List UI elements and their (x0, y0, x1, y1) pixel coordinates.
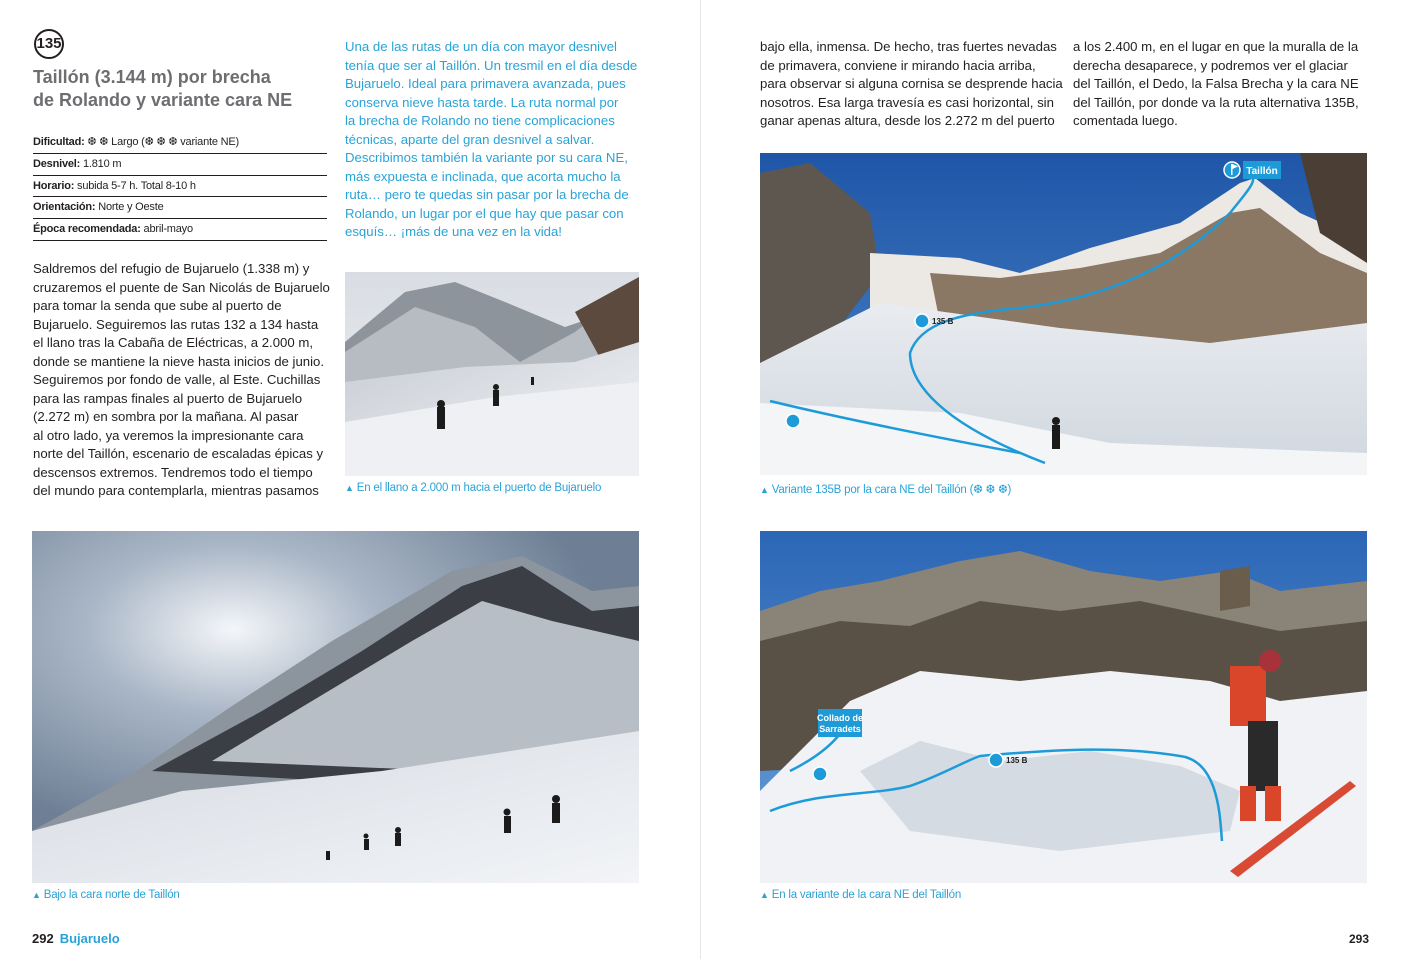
caption-cara-ne (760, 889, 961, 901)
photo-llano-skiers (345, 272, 639, 476)
route-title-line: Taillón (3.144 m) por brecha (33, 67, 271, 87)
body-text-right-col2 (1073, 38, 1373, 131)
page-gutter (700, 0, 701, 959)
intro-line: ruta… pero te quedas sin pasar por la brecha de (345, 187, 629, 202)
caption-text: Bajo la cara norte de Taillón (43, 889, 180, 901)
body-text-left (33, 260, 333, 501)
photo-cara-ne (760, 531, 1367, 883)
body-line: para observar si alguna cornisa se desprende hacia (760, 76, 1063, 91)
body-line: del Taillón, el Dedo, la Falsa Brecha y la cara NE (1073, 76, 1359, 91)
info-label: Horario: (33, 179, 75, 192)
caption-variante (760, 482, 1011, 496)
caption-llano (345, 482, 601, 494)
body-line: ganar apenas altura, desde los 2.272 m del puerto (760, 113, 1055, 128)
route-number-badge: 135 (34, 29, 64, 59)
route-marker-135b (989, 753, 1028, 767)
intro-line: más expuesta e inclinada, que acorta mucho la (345, 168, 621, 184)
caption-text: Variante 135B por la cara NE del Taillón (❆ ❆ ❆) (771, 484, 1012, 496)
info-row-orientation (33, 197, 327, 219)
page-number-left: 292 (32, 931, 54, 946)
route-title (33, 66, 333, 112)
body-line: nosotros. Esa larga travesía es casi horizontal, sin (760, 94, 1054, 110)
caption-text: En el llano a 2.000 m hacia el puerto de Bujaruelo (356, 482, 602, 494)
intro-line: Bujaruelo. Ideal para primavera avanzada, pues (345, 76, 626, 91)
summit-flag-icon (1224, 162, 1240, 178)
info-value: subida 5-7 h. Total 8-10 h (74, 179, 196, 192)
route-marker-135 (813, 767, 827, 781)
caption-triangle-icon: ▲ (760, 485, 769, 495)
intro-line: esquís… ¡más de una vez en la vida! (345, 224, 562, 239)
body-line: donde se mantiene la nieve hasta inicios de junio. (33, 353, 325, 369)
body-line: para tomar la senda que sube al puerto de (33, 298, 282, 313)
body-line: (2.272 m) en sombra por la mañana. Al pasar (33, 409, 299, 424)
body-line: derecha desaparece, y podremos ver el glaciar (1073, 57, 1348, 73)
intro-line: la brecha de Rolando no tiene complicaciones (345, 113, 615, 128)
col-label-line: Collado de (816, 713, 864, 723)
body-line: norte del Taillón, escenario de escaladas épicas y (33, 446, 324, 461)
route-marker-label: 135 B (1006, 756, 1028, 765)
route-marker-135 (786, 414, 800, 428)
body-line: descensos extremos. Tendremos todo el tiempo (33, 464, 313, 480)
body-line: para las rampas finales al puerto de Bujaruelo (33, 390, 303, 406)
caption-triangle-icon: ▲ (760, 890, 769, 900)
summit-label: Taillón (1246, 166, 1278, 177)
body-line: comentada luego. (1073, 113, 1178, 128)
body-line: Bujaruelo. Seguiremos las rutas 132 a 134 hasta (33, 316, 319, 332)
info-label: Dificultad: (33, 136, 85, 148)
caption-cara-norte (32, 889, 180, 901)
info-value: 1.810 m (80, 157, 122, 170)
caption-triangle-icon: ▲ (32, 890, 41, 900)
info-label: Orientación: (33, 201, 96, 214)
info-row-schedule (33, 176, 327, 198)
info-row-difficulty (33, 132, 327, 154)
caption-triangle-icon: ▲ (345, 483, 354, 493)
route-info-table (33, 132, 327, 241)
info-row-elevation (33, 154, 327, 176)
body-line: Seguiremos por fondo de valle, al Este. Cuchillas (33, 372, 321, 387)
intro-line: Describimos también la variante por su cara NE, (345, 150, 628, 165)
intro-line: tenía que ser al Taillón. Un tresmil en el día desde (345, 57, 638, 73)
body-line: bajo ella, inmensa. De hecho, tras fuertes nevadas (760, 39, 1057, 54)
info-value: ❆ ❆ Largo (❆ ❆ ❆ variante NE) (84, 136, 239, 148)
info-label: Desnivel: (33, 157, 81, 170)
info-label: Época recomendada: (33, 223, 141, 236)
body-line: Saldremos del refugio de Bujaruelo (1.338 m) y (33, 261, 310, 276)
info-value: abril-mayo (140, 223, 193, 236)
body-line: el llano tras la Cabaña de Eléctricas, a 2.000 m, (33, 335, 314, 350)
body-line: del Taillón, por donde va la ruta alternativa 135B, (1073, 94, 1359, 110)
route-title-line: de Rolando y variante cara NE (33, 90, 293, 110)
section-name: Bujaruelo (59, 931, 120, 946)
caption-text: En la variante de la cara NE del Taillón (771, 889, 962, 901)
body-line: a los 2.400 m, en el lugar en que la muralla de la (1073, 39, 1359, 54)
col-label-line: Sarradets (819, 724, 861, 734)
photo-variante-135b (760, 153, 1367, 475)
info-row-season (33, 219, 327, 241)
info-value: Norte y Oeste (95, 201, 164, 214)
intro-line: técnicas, aparte del gran desnivel a salvar. (345, 131, 595, 147)
intro-line: Rolando, un lugar por el que hay que pasar con (345, 205, 624, 221)
body-line: cruzaremos el puente de San Nicolás de Bujaruelo (33, 279, 330, 295)
body-line: de primavera, conviene ir mirando hacia arriba, (760, 57, 1036, 73)
intro-line: conserva nieve hasta tarde. La ruta normal por (345, 94, 619, 110)
body-line: al otro lado, ya veremos la impresionante cara (33, 427, 304, 443)
folio-left (32, 931, 120, 946)
intro-paragraph (345, 38, 640, 242)
skier-figure (1052, 417, 1060, 449)
body-text-right-col1 (760, 38, 1063, 131)
intro-line: Una de las rutas de un día con mayor desnivel (345, 39, 617, 54)
route-marker-label: 135 B (932, 317, 954, 326)
page-number-right: 293 (1349, 932, 1370, 946)
route-marker-135b (915, 314, 954, 328)
body-line: del mundo para contemplarla, mientras pasamos (33, 483, 319, 498)
photo-cara-norte (32, 531, 639, 883)
